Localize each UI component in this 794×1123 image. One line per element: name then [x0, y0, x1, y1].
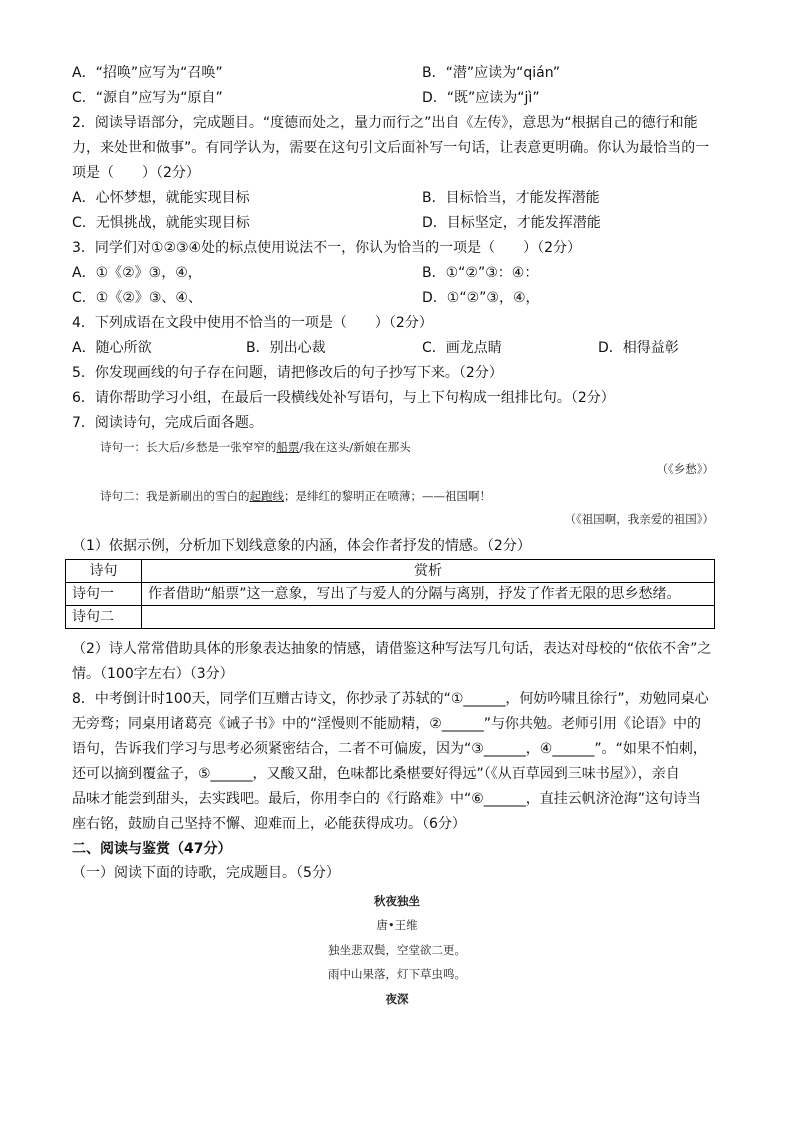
q7-sub2-line2: 情。（100字左右）（3分） — [72, 666, 234, 682]
q8-line5: 品味才能尝到甜头，去实践吧。最后，你用李白的《行路难》中“⑥______，直挂云帆济沧海”这句诗当 — [72, 791, 702, 807]
table-row1-label: 诗句一 — [66, 583, 142, 606]
poem-line: 独坐悲双鬓，空堂欲二更。 — [328, 943, 466, 957]
poem-line-two-suffix: ；是绯红的黎明正在喷薄；——祖国啊！ — [284, 489, 491, 503]
poem-line-one — [100, 437, 411, 457]
table-row2-label: 诗句二 — [66, 606, 142, 629]
q8-line2: 无旁骛；同桌用诸葛亮《诫子书》中的“淫慢则不能励精，②______”与你共勉。老师引用《论语》中的 — [72, 716, 702, 732]
q3-option-c: C．①《②》③、④、 — [72, 290, 202, 306]
table-header-analysis: 赏析 — [142, 560, 715, 583]
q3-stem: 3．同学们对①②③④处的标点使用说法不一，你认为恰当的一项是（ ）（2分） — [72, 240, 582, 256]
q7-stem: 7．阅读诗句，完成后面各题。 — [72, 415, 263, 431]
table-row — [66, 606, 715, 629]
poem-line-one-source: （《乡愁》） — [656, 462, 714, 476]
poem-line-one-suffix: /我在这头/新娘在那头 — [299, 440, 411, 454]
q2-stem-line2: 力，来处世和做事”。有同学认为，需要在这句引文后面补写一句话，让表意更明确。你认为最恰当的一 — [72, 140, 710, 156]
q8-line4: 还可以摘到覆盆子，⑤______，又酸又甜，色味都比桑椹要好得远”（《从百草园到三味书屋》），亲自 — [72, 766, 680, 782]
q2-stem-line1: 2．阅读导语部分，完成题目。“度德而处之，量力而行之”出自《左传》，意思为“根据自己的德行和能 — [72, 115, 698, 131]
analysis-table — [65, 559, 715, 629]
poem-line-two-source: （《祖国啊，我亲爱的祖国》） — [564, 512, 714, 526]
poem-line-two-prefix: 诗句二：我是新刷出的雪白的 — [100, 489, 250, 503]
q8-line1: 8．中考倒计时100天，同学们互赠古诗文，你抄录了苏轼的“①______，何妨吟啸且徐行”，劝勉同桌心 — [72, 691, 709, 707]
q6-stem: 6．请你帮助学习小组，在最后一段横线处补写语句，与上下句构成一组排比句。（2分） — [72, 390, 615, 406]
q4-option-a: A．随心所欲 — [72, 340, 152, 356]
underlined-image-ticket: 船票 — [276, 440, 300, 454]
q7-sub1: （1）依据示例，分析加下划线意象的内涵，体会作者抒发的情感。（2分） — [72, 538, 531, 554]
q7-sub2-line1: （2）诗人常常借助具体的形象表达抽象的情感，请借鉴这种写法写几句话，表达对母校的“依依不舍”之 — [72, 641, 712, 657]
poem-line-two — [100, 486, 491, 506]
q1-option-c: C．“源自”应写为“原自” — [72, 90, 223, 106]
q4-option-b: B．别出心裁 — [246, 340, 326, 356]
table-row1-analysis: 作者借助“船票”这一意象，写出了与爱人的分隔与离别，抒发了作者无限的思乡愁绪。 — [142, 583, 715, 606]
q1-option-b: B．“潜”应读为“qián” — [422, 65, 561, 81]
q4-stem: 4．下列成语在文段中使用不恰当的一项是（ ）（2分） — [72, 315, 433, 331]
part-one-instruction: （一）阅读下面的诗歌，完成题目。（5分） — [72, 865, 340, 881]
table-header-row — [66, 560, 715, 583]
q8-line3: 语句，告诉我们学习与思考必须紧密结合，二者不可偏废，因为“③______，④______”。“如果不怕刺， — [72, 741, 707, 757]
table-row — [66, 583, 715, 606]
q1-option-a: A．“招唤”应写为“召唤” — [72, 65, 223, 81]
table-row2-answer-cell[interactable] — [142, 606, 715, 629]
q4-option-c: C．画龙点睛 — [422, 340, 502, 356]
underlined-image-start-line: 起跑线 — [249, 489, 284, 503]
q2-option-d: D．目标坚定，才能发挥潜能 — [422, 215, 601, 231]
poem-title: 秋夜独坐 — [374, 894, 420, 908]
section-two-heading: 二、阅读与鉴赏（47分） — [72, 841, 232, 857]
q2-option-b: B．目标恰当，才能发挥潜能 — [422, 190, 600, 206]
q3-option-d: D．①“②”③，④， — [422, 290, 540, 306]
poem-line: 雨中山果落，灯下草虫鸣。 — [328, 967, 466, 981]
q4-option-d: D．相得益彰 — [598, 340, 679, 356]
q3-option-a: A．①《②》③，④， — [72, 265, 202, 281]
q2-stem-line3: 项是（ ）（2分） — [72, 165, 200, 181]
q8-line6: 座右铭，鼓励自己坚持不懈、迎难而上，必能获得成功。（6分） — [72, 816, 466, 832]
poem-line-one-prefix: 诗句一：长大后/乡愁是一张窄窄的 — [100, 440, 277, 454]
table-header-poem: 诗句 — [66, 560, 142, 583]
q2-option-c: C．无惧挑战，就能实现目标 — [72, 215, 250, 231]
poem-line: 夜深 — [385, 992, 409, 1006]
q3-option-b: B．①“②”③：④： — [422, 265, 539, 281]
q2-option-a: A．心怀梦想，就能实现目标 — [72, 190, 250, 206]
q1-option-d: D．“既”应读为“jì” — [422, 90, 540, 106]
q5-stem: 5．你发现画线的句子存在问题，请把修改后的句子抄写下来。（2分） — [72, 365, 503, 381]
poem-author: 唐•王维 — [376, 918, 418, 932]
